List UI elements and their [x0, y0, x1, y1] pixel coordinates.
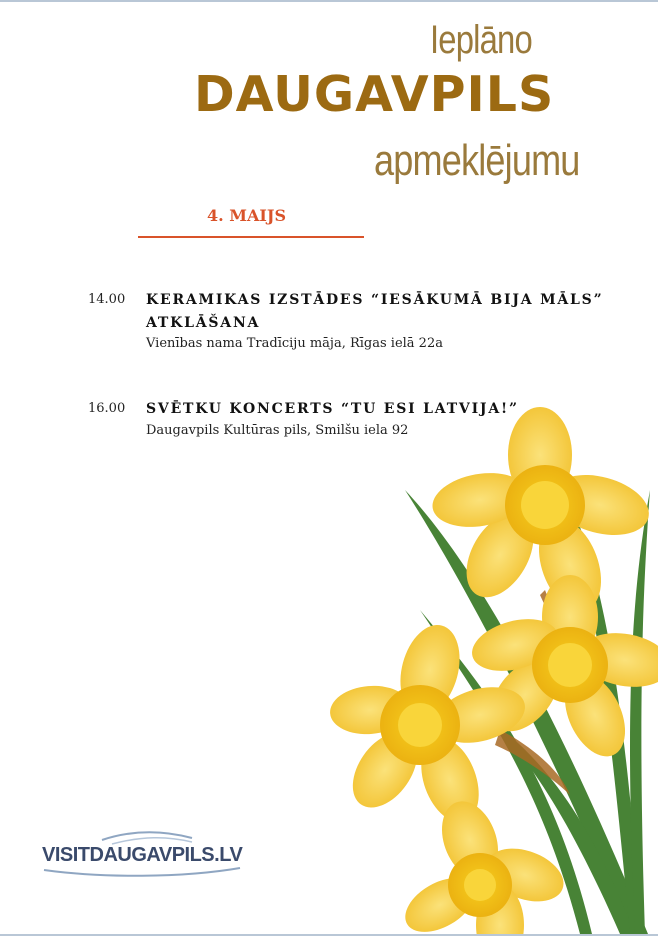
logo-text: VISITDAUGAVPILS.LV: [42, 844, 243, 866]
event-time: 14.00: [88, 292, 126, 307]
header-kicker: Ieplāno: [430, 18, 532, 62]
event-venue: Vienības nama Tradīciju māja, Rīgas ielā 22a: [146, 336, 443, 351]
header: [0, 0, 658, 200]
event-venue: Daugavpils Kultūras pils, Smilšu iela 92: [146, 423, 409, 438]
date-divider: [138, 236, 364, 238]
daffodils-image: [330, 400, 658, 934]
event-title: KERAMIKAS IZSTĀDES “IESĀKUMĀ BIJA MĀLS” ATKLĀŠANA: [146, 292, 604, 331]
visitdaugavpils-logo[interactable]: [42, 828, 242, 878]
date-label: 4. MAIJS: [207, 206, 287, 225]
event-title: SVĒTKU KONCERTS “TU ESI LATVIJA!”: [146, 401, 519, 417]
event-time: 16.00: [88, 401, 126, 416]
page-title: DAUGAVPILS: [194, 66, 555, 123]
header-subtitle: apmeklējumu: [374, 136, 580, 185]
